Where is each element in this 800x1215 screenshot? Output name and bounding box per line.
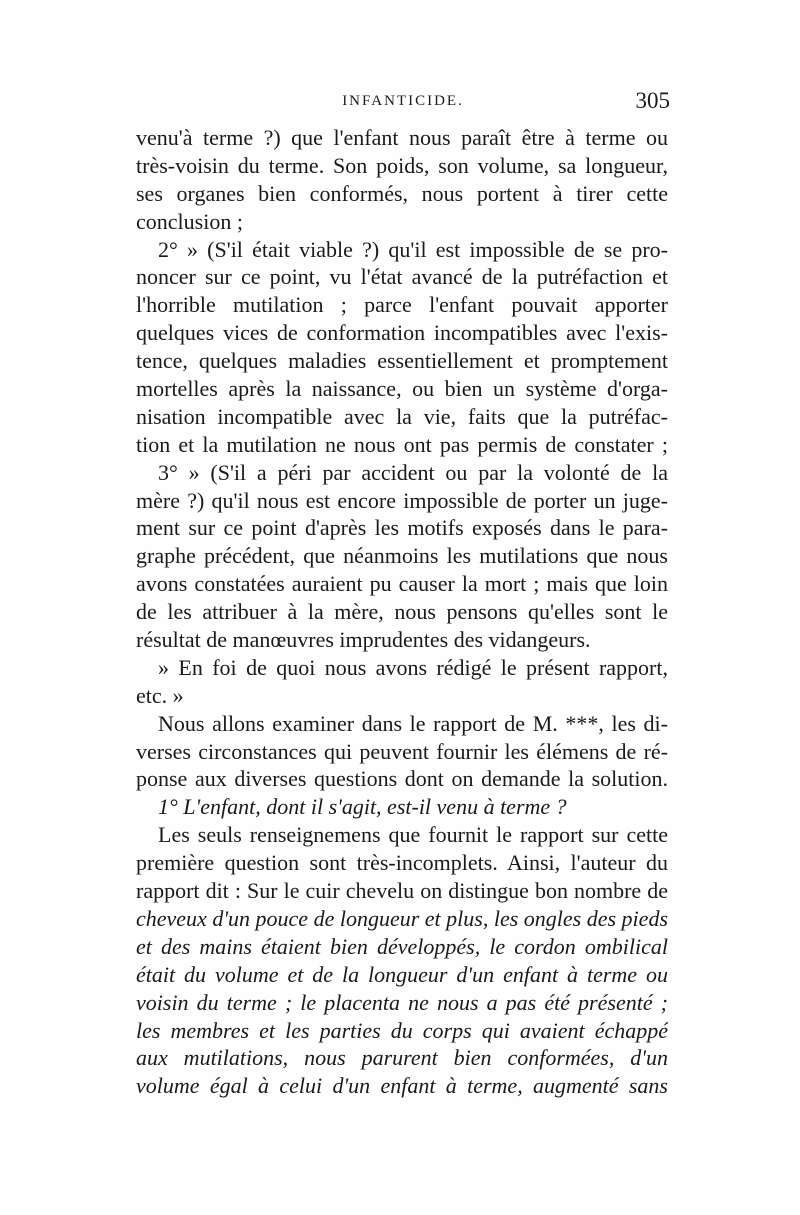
text-line: 2° » (S'il était viable ?) qu'il est impossible de se pro- (158, 236, 668, 262)
text-line: rapport dit : Sur le cuir chevelu on distingue bon nombre de (136, 878, 668, 904)
text-line: conclusion ; (136, 208, 243, 234)
text-line: tence, quelques maladies essentiellement et promptement (136, 348, 668, 374)
running-head (136, 86, 670, 116)
text-line: Nous allons examiner dans le rapport de M. ***, les di- (158, 710, 668, 736)
text-line: tion et la mutilation ne nous ont pas permis de constater ; (136, 431, 668, 457)
text-line: avons constatées auraient pu causer la mort ; mais que loin (136, 571, 668, 597)
text-line: ment sur ce point d'après les motifs exposés dans le para- (136, 515, 668, 541)
text-line: de les attribuer à la mère, nous pensons qu'elles sont le (136, 599, 668, 625)
text-line: venu'à terme ?) que l'enfant nous paraît être à terme ou (136, 125, 668, 150)
text-line: voisin du terme ; le placenta ne nous a pas été présenté ; (136, 989, 668, 1015)
text-line: Les seuls renseignemens que fournit le rapport sur cette (158, 822, 668, 848)
text-line: etc. » (136, 682, 184, 708)
text-line: mère ?) qu'il nous est encore impossible de porter un juge- (136, 487, 668, 513)
text-line: 3° » (S'il a péri par accident ou par la volonté de la (158, 459, 668, 485)
text-line: était du volume et de la longueur d'un enfant à terme ou (136, 961, 668, 987)
text-line: cheveux d'un pouce de longueur et plus, les ongles des pieds (136, 905, 668, 931)
text-line: nisation incompatible avec la vie, faits que la putréfac- (136, 403, 668, 429)
text-line: l'horrible mutilation ; parce l'enfant pouvait apporter (136, 292, 668, 318)
text-line: très-voisin du terme. Son poids, son volume, sa longueur, (136, 152, 668, 178)
text-line: mortelles après la naissance, ou bien un système d'orga- (136, 376, 668, 402)
text-line: volume égal à celui d'un enfant à terme, augmenté sans (136, 1073, 668, 1099)
text-line: ses organes bien conformés, nous portent à tirer cette (136, 180, 668, 206)
text-line: verses circonstances qui peuvent fournir les élémens de ré- (136, 738, 668, 764)
text-line: ponse aux diverses questions dont on demande la solution. (136, 766, 668, 792)
text-line: quelques vices de conformation incompatibles avec l'exis- (136, 320, 668, 346)
page-number: 305 (635, 88, 670, 113)
body-text (136, 124, 668, 1100)
text-line: » En foi de quoi nous avons rédigé le présent rapport, (158, 654, 668, 680)
running-title: INFANTICIDE. (342, 93, 464, 109)
text-line: noncer sur ce point, vu l'état avancé de la putréfaction et (136, 264, 668, 290)
text-line: les membres et les parties du corps qui avaient échappé (136, 1017, 668, 1043)
text-line: graphe précédent, que néanmoins les mutilations que nous (136, 543, 668, 569)
text-line: et des mains étaient bien développés, le cordon ombilical (136, 933, 668, 959)
text-line: 1° L'enfant, dont il s'agit, est-il venu à terme ? (158, 794, 567, 820)
text-line: résultat de manœuvres imprudentes des vidangeurs. (136, 627, 591, 653)
text-line: aux mutilations, nous parurent bien conformées, d'un (136, 1045, 668, 1071)
text-line: première question sont très-incomplets. Ainsi, l'auteur du (136, 850, 668, 876)
